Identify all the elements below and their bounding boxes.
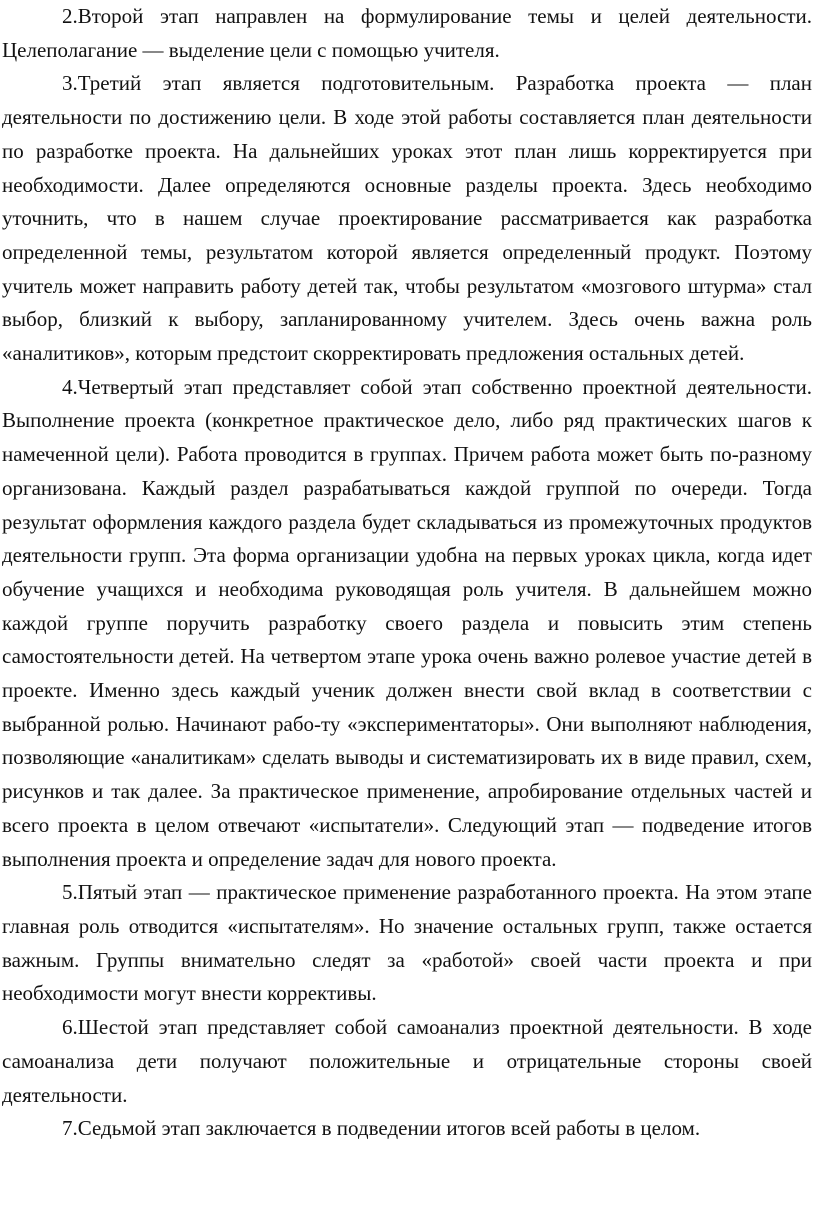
paragraph-stage-4: 4.Четвертый этап представляет собой этап собственно проектной деятельности. Выполнение проекта (конкретное практическое дело, либо ряд практических шагов к намеченной цели). Работа проводится в группах. Причем работа может быть по-разному организована. Каждый раздел разрабатываться каждой группой по очереди. Тогда результат оформления каждого раздела будет складываться из промежуточных продуктов деятельности групп. Эта форма организации удобна на первых уроках цикла, когда идет обучение учащихся и необходима руководящая роль учителя. В дальнейшем можно каждой группе поручить разработку своего раздела и повысить этим степень самостоятельности детей. На четвертом этапе урока очень важно ролевое участие детей в проекте. Именно здесь каждый ученик должен внести свой вклад в соответствии с выбранной ролью. Начинают рабо-ту «экспериментаторы». Они выполняют наблюдения, позволяющие «аналитикам» сделать выводы и систематизировать их в виде правил, схем, рисунков и так далее. За практическое применение, апробирование отдельных частей и всего проекта в целом отвечают «испытатели». Следующий этап — подведение итогов выполнения проекта и определение задач для нового проекта. [2, 374, 812, 871]
document-body [2, 0, 812, 1146]
paragraph-stage-5: 5.Пятый этап — практическое применение разработанного проекта. На этом этапе главная роль отводится «испытателям». Но значение остальных групп, также остается важным. Группы внимательно следят за «работой» своей части проекта и при необходимости могут внести коррективы. [2, 880, 812, 1006]
paragraph-stage-7: 7.Седьмой этап заключается в подведении итогов всей работы в целом. [62, 1116, 701, 1141]
paragraph-stage-2: 2.Второй этап направлен на формулирование темы и целей деятельности. Целеполагание — выделение цели с помощью учителя. [2, 4, 812, 62]
paragraph-stage-3: 3.Третий этап является подготовительным. Разработка проекта — план деятельности по достижению цели. В ходе этой работы составляется план деятельности по разработке проекта. На дальнейших уроках этот план лишь корректируется при необходимости. Далее определяются основные разделы проекта. Здесь необходимо уточнить, что в нашем случае проектирование рассматривается как разработка определенной темы, результатом которой является определенный продукт. Поэтому учитель может направить работу детей так, чтобы результатом «мозгового штурма» стал выбор, близкий к выбору, запланированному учителем. Здесь очень важна роль «аналитиков», которым предстоит скорректировать предложения остальных детей. [2, 71, 812, 366]
paragraph-stage-6: 6.Шестой этап представляет собой самоанализ проектной деятельности. В ходе самоанализа дети получают положительные и отрицательные стороны своей деятельности. [2, 1015, 812, 1107]
